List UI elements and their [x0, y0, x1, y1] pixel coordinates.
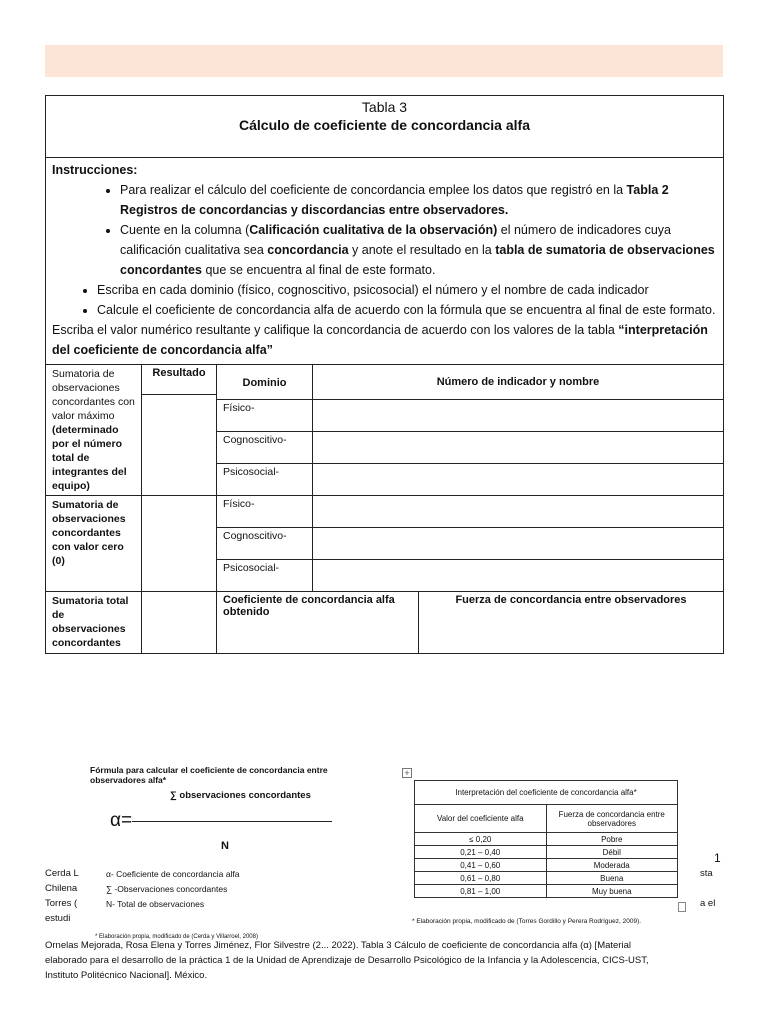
instruction-bold: Tabla 2 Registros de concordancias y discordancias entre observadores. [120, 183, 669, 217]
indicator-cell[interactable] [313, 560, 724, 592]
instruction-item [120, 180, 717, 220]
row-label-total: Sumatoria total de observaciones concordantes [46, 592, 142, 654]
table-row [415, 885, 678, 898]
resize-handle[interactable] [678, 902, 686, 912]
instruction-item [120, 220, 717, 280]
header-dominio: Dominio [217, 365, 313, 400]
table-row [415, 833, 678, 846]
result-cell-max[interactable] [142, 395, 217, 496]
row-label-zero: Sumatoria de observaciones concordantes con valor cero (0) [46, 496, 142, 592]
indicator-cell[interactable] [313, 528, 724, 560]
legend-alpha: α- Coeficiente de concordancia alfa [106, 869, 240, 879]
domain-fisico: Físico- [217, 496, 313, 528]
interp-footnote: * Elaboración propia, modificado de (Torres Gordillo y Perera Rodríguez, 2009). [412, 918, 642, 925]
result-cell-zero[interactable] [142, 496, 217, 592]
instruction-text: el número de indicadores cuya calificación cualitativa sea [120, 223, 671, 257]
ref-line: a el [700, 898, 716, 909]
interp-col-value: Valor del coeficiente alfa [415, 805, 547, 833]
instructions-cell [46, 158, 724, 365]
fuerza-label: Fuerza de concordancia entre observadores [419, 592, 724, 654]
interp-range: 0,41 – 0,60 [415, 859, 547, 872]
coef-label: Coeficiente de concordancia alfa obtenido [217, 592, 419, 654]
legend-sum: ∑ -Observaciones concordantes [106, 884, 228, 894]
interpretation-table [414, 780, 678, 898]
ref-line: Instituto Politécnico Nacional]. México. [45, 970, 208, 981]
ref-line: Ornelas Mejorada, Rosa Elena y Torres Jiménez, Flor Silvestre (2... 2022). Tabla 3 Cálculo de coeficiente de concordancia alfa (α) [Material [45, 940, 631, 951]
indicator-cell[interactable] [313, 464, 724, 496]
formula-footnote: * Elaboración propia, modificado de (Cerda y Villarroel, 2008) [95, 934, 258, 940]
formula-legend [106, 867, 239, 912]
table-move-handle-icon[interactable]: + [402, 768, 412, 778]
interp-range: ≤ 0,20 [415, 833, 547, 846]
interp-strength: Muy buena [546, 885, 678, 898]
ref-line: sta [700, 868, 713, 879]
legend-n: N- Total de observaciones [106, 899, 205, 909]
table-number: Tabla 3 [361, 99, 408, 115]
interp-strength: Buena [546, 872, 678, 885]
table-row [415, 846, 678, 859]
label-text: Sumatoria de observaciones concordantes con valor máximo [52, 368, 135, 422]
domain-cognoscitivo: Cognoscitivo- [217, 432, 313, 464]
domain-psicosocial: Psicosocial- [217, 464, 313, 496]
instruction-bold: tabla de sumatoria de observaciones concordantes [120, 243, 715, 277]
instructions-heading: Instrucciones: [52, 163, 138, 177]
indicator-cell[interactable] [313, 496, 724, 528]
formula-denominator: N [221, 840, 229, 852]
instruction-text: Escriba el valor numérico resultante y califique la concordancia de acuerdo con los valores de la tabla [52, 323, 619, 337]
ref-line: Chilena [45, 883, 78, 894]
indicator-cell[interactable] [313, 400, 724, 432]
formula-alpha: α= [110, 810, 133, 831]
domain-psicosocial: Psicosocial- [217, 560, 313, 592]
interp-title: Interpretación del coeficiente de concordancia alfa* [415, 781, 678, 805]
instruction-bold: Calificación cualitativa de la observación) [249, 223, 498, 237]
domain-cognoscitivo: Cognoscitivo- [217, 528, 313, 560]
ref-line: Torres ( [45, 898, 78, 909]
interp-strength: Pobre [546, 833, 678, 846]
interp-col-strength: Fuerza de concordancia entre observadores [546, 805, 678, 833]
instruction-text: Para realizar el cálculo del coeficiente de concordancia emplee los datos que registró en la [120, 183, 627, 197]
ref-line: elaborado para el desarrollo de la práctica 1 de la Unidad de Aprendizaje de Desarrollo Psicológico de la Infancia y la Adolescencia, CICS-UST, [45, 955, 649, 966]
instruction-text: Cuente en la columna ( [120, 223, 250, 237]
fraction-line [132, 821, 332, 822]
interp-range: 0,21 – 0,40 [415, 846, 547, 859]
ref-line: estudi [45, 913, 71, 924]
instructions-list [52, 280, 717, 320]
instruction-item: • Escriba en cada dominio (físico, cognoscitivo, psicosocial) el número y el nombre de cada indicador [97, 280, 717, 300]
instruction-bold: concordancia [267, 243, 349, 257]
concordance-table [45, 95, 724, 654]
page-number: 1 [714, 851, 721, 865]
formula-numerator: ∑ observaciones concordantes [170, 790, 311, 801]
instructions-list-indented [52, 180, 717, 280]
domain-fisico: Físico- [217, 400, 313, 432]
instruction-text: y anote el resultado en la [348, 243, 496, 257]
header-color-band [45, 45, 723, 77]
interp-range: 0,61 – 0,80 [415, 872, 547, 885]
header-resultado: Resultado [142, 365, 217, 395]
interpretation-image [402, 768, 702, 938]
result-cell-total[interactable] [142, 592, 217, 654]
instruction-item: • Calcule el coeficiente de concordancia alfa de acuerdo con la fórmula que se encuentra al final de este formato. [97, 300, 717, 320]
instruction-text: que se encuentra al final de este formato. [201, 263, 436, 277]
instructions-closing [52, 320, 717, 360]
table-row [415, 872, 678, 885]
label-bold: (determinado por el número total de integrantes del equipo) [52, 424, 127, 492]
indicator-cell[interactable] [313, 432, 724, 464]
ref-line: Cerda L [45, 868, 79, 879]
row-label-max [46, 365, 142, 496]
instruction-bold: “interpretación del coeficiente de concordancia alfa” [52, 323, 708, 357]
formula-image [90, 760, 380, 950]
table-row [415, 859, 678, 872]
header-numero-indicador: Número de indicador y nombre [313, 365, 724, 400]
interp-strength: Moderada [546, 859, 678, 872]
table-title-cell [46, 96, 724, 158]
formula-title: Fórmula para calcular el coeficiente de concordancia entre observadores alfa* [90, 765, 328, 785]
interp-strength: Débil [546, 846, 678, 859]
interp-range: 0,81 – 1,00 [415, 885, 547, 898]
table-title: Cálculo de coeficiente de concordancia alfa [239, 117, 530, 133]
